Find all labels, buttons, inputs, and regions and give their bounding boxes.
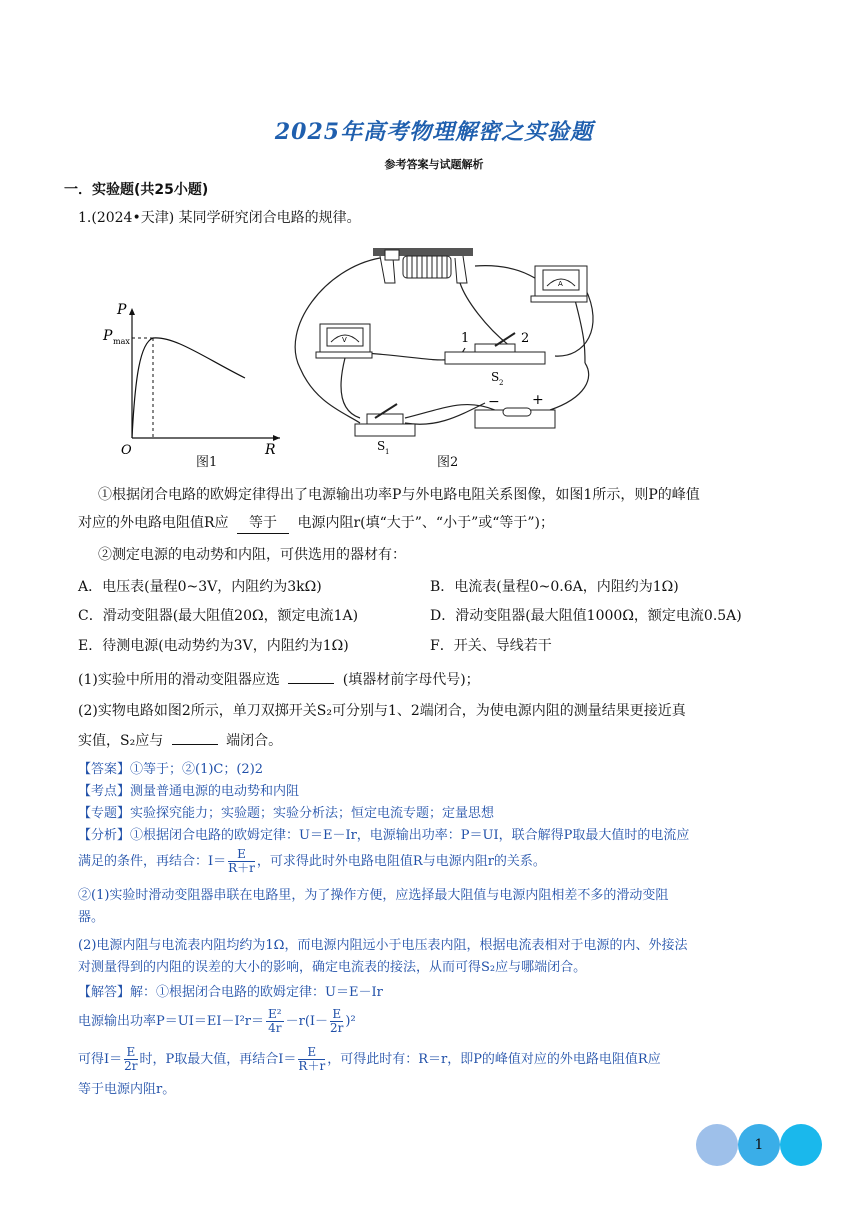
figure-2-circuit: [285, 238, 605, 458]
page-number-circle: [738, 1124, 780, 1166]
subq-2-line2: 实值，S₂应与 端闭合。: [78, 733, 283, 749]
answer-line: 【答案】①等于；②(1)C；(2)2: [78, 762, 264, 777]
jieda-line4: 等于电源内阻r。: [78, 1082, 176, 1097]
figure-1-caption: 图1: [196, 455, 218, 470]
jieda-line1: 【解答】解：①根据闭合电路的欧姆定律：U＝E－Ir: [78, 985, 383, 1000]
figure-1-graph: [95, 298, 285, 468]
figure-2-caption: 图2: [437, 455, 459, 470]
option-f: F．开关、导线若干: [430, 638, 552, 654]
part2-intro: ②测定电源的电动势和内阻，可供选用的器材有：: [98, 547, 406, 563]
page-number: 1: [754, 1137, 764, 1153]
part1-line2: 对应的外电路电阻值R应 等于 电源内阻r(填“大于”、“小于”或“等于”)；: [78, 513, 554, 534]
page-deco-circle-left: [696, 1124, 738, 1166]
option-d: D．滑动变阻器(最大阻值1000Ω，额定电流0.5A): [430, 608, 742, 624]
battery-plus: +: [532, 392, 544, 408]
option-a: A．电压表(量程0~3V，内阻约为3kΩ): [78, 579, 322, 595]
axis-p-label: P: [117, 302, 127, 318]
voltmeter-label: V: [342, 336, 347, 344]
page-title: 2025年高考物理解密之实验题: [274, 119, 594, 145]
s2-sub: 2: [499, 379, 504, 387]
option-b: B．电流表(量程0~0.6A，内阻约为1Ω): [430, 579, 679, 595]
page-deco-circle-right: [780, 1124, 822, 1166]
jieda-line2: 电源输出功率P＝UI＝EI－I²r＝ $\frac{\text{E²}}{4r}$ －r(I－ $\frac{E}{2r}$ )²: [78, 1007, 356, 1035]
kaodian-line: 【考点】测量普通电源的电动势和内阻: [78, 784, 300, 799]
s2-terminal-1: 1: [461, 331, 470, 346]
s2-terminal-2: 2: [521, 331, 530, 346]
battery-minus: −: [488, 394, 500, 410]
option-c: C．滑动变阻器(最大阻值20Ω，额定电流1A): [78, 608, 359, 624]
origin-label: O: [121, 443, 132, 458]
subq-2-line1: (2)实物电路如图2所示，单刀双掷开关S₂可分别与1、2端闭合，为使电源内阻的测量结果更接近真: [78, 703, 686, 719]
zhuanti-line: 【专题】实验探究能力；实验题；实验分析法；恒定电流专题；定量思想: [78, 806, 495, 821]
subq-2-blank: [172, 744, 218, 745]
section-heading: 一．实验题(共25小题): [64, 182, 209, 198]
fenxi-line2: 满足的条件，再结合：I＝ $\frac{E}{R+r}$ ，可求得此时外电路电阻值R与电源内阻r的关系。: [78, 847, 546, 875]
s1-sub: 1: [385, 448, 390, 456]
subq-1: (1)实验中所用的滑动变阻器应选 (填器材前字母代号)；: [78, 672, 480, 688]
fenxi-line5: (2)电源内阻与电流表内阻均约为1Ω，而电源内阻远小于电压表内阻，根据电流表相对于电源的内、外接法: [78, 938, 688, 953]
fenxi-line3: ②(1)实验时滑动变阻器串联在电路里，为了操作方便，应选择最大阻值与电源内阻相差不多的滑动变阻: [78, 888, 669, 903]
question-intro: 1.(2024•天津) 某同学研究闭合电路的规律。: [78, 210, 361, 226]
part1-answer-blank: 等于: [237, 513, 289, 534]
axis-r-label: R: [265, 442, 276, 458]
page-subtitle: 参考答案与试题解析: [384, 158, 484, 171]
pmax-sub: max: [113, 337, 130, 346]
subq-1-blank: [288, 683, 334, 684]
fenxi-line1: 【分析】①根据闭合电路的欧姆定律：U＝E－Ir，电源输出功率：P＝UI，联合解得P取最大值时的电流应: [78, 828, 690, 843]
part1-line1: ①根据闭合电路的欧姆定律得出了电源输出功率P与外电路电阻关系图像，如图1所示，则P的峰值: [98, 487, 700, 503]
ammeter-label: A: [558, 280, 563, 288]
s1-label: S: [377, 439, 386, 453]
fenxi-line6: 对测量得到的内阻的误差的大小的影响，确定电流表的接法，从而可得S₂应与哪端闭合。: [78, 960, 587, 975]
jieda-line3: 可得I＝ $\frac{E}{2r}$ 时，P取最大值，再结合I＝ $\frac{E}{R+r}$ ，可得此时有：R＝r，即P的峰值对应的外电路电阻值R应: [78, 1045, 661, 1073]
s2-label: S: [491, 370, 500, 384]
pmax-label: P: [103, 328, 113, 344]
option-e: E．待测电源(电动势约为3V，内阻约为1Ω): [78, 638, 349, 654]
fenxi-line4: 器。: [78, 910, 105, 925]
